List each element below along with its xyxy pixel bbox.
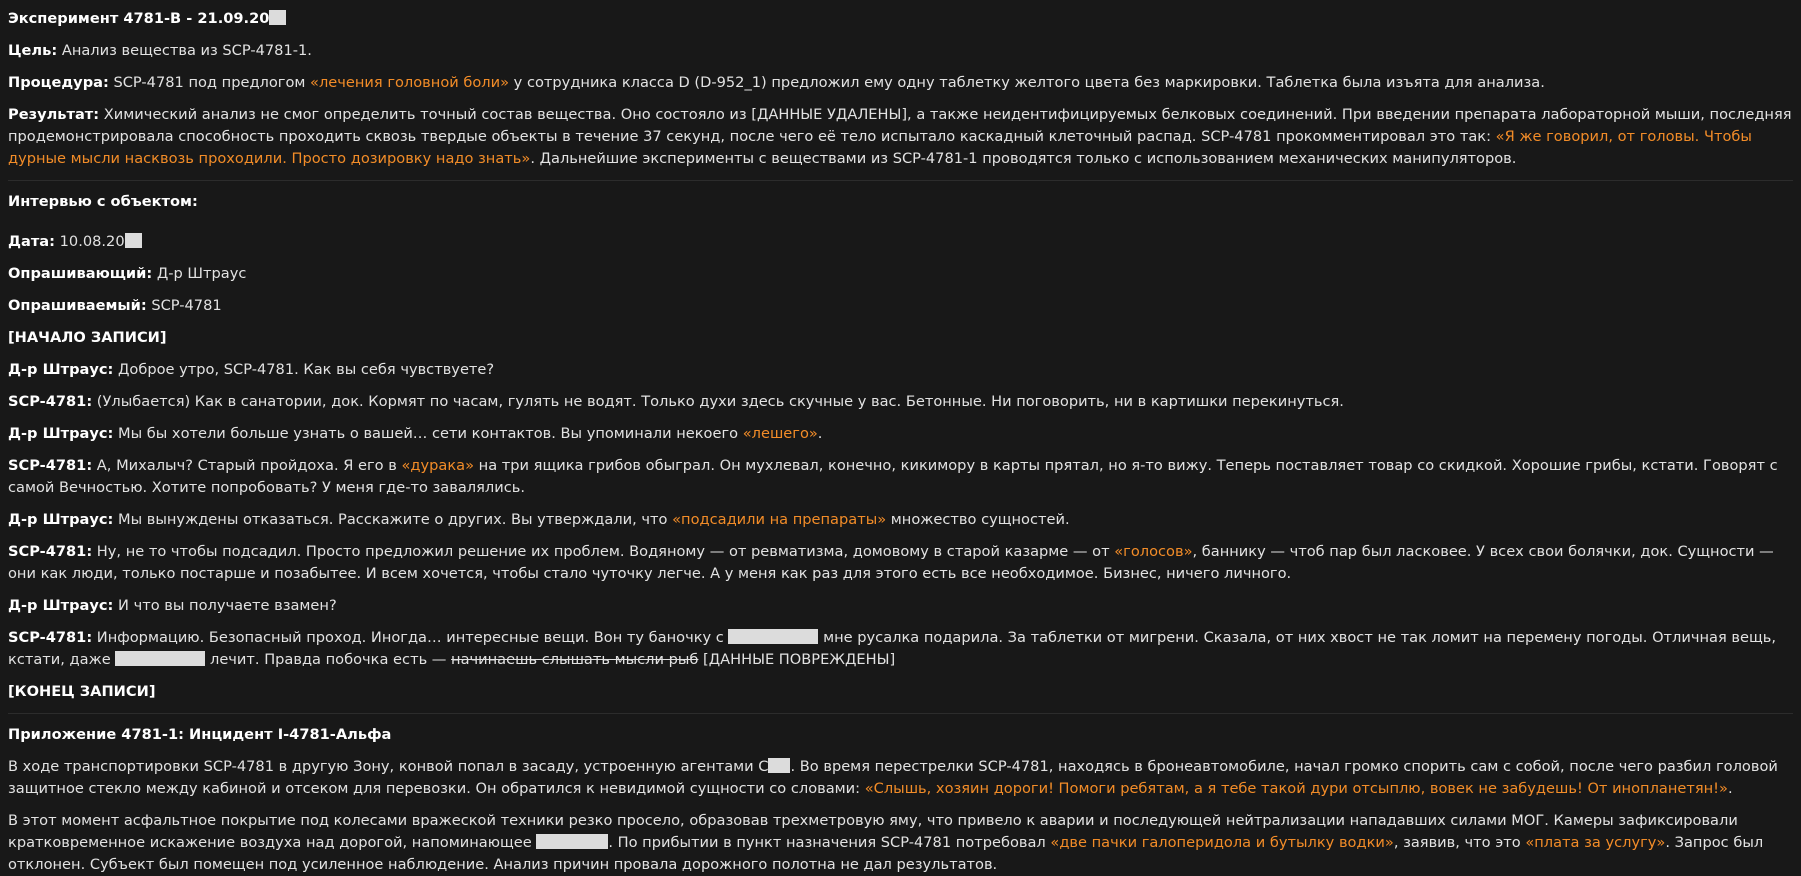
appendix-paragraph: В этот момент асфальтное покрытие под колесами вражеской техники резко просело, образовав трехметровую яму, что привело к аварии и последующей нейтрализации нападавших силами МОГ. Камеры зафиксировали кратковременное искажение воздуха над дорогой, напоминающее . По прибытии в пункт назначения SCP-4781 потребовал «две пачки галоперидола и бутылку водки», заявив, что это «плата за услугу». Запрос был отклонен. Субъект был помещен под усиленное наблюдение. Анализ причин провала дорожного полотна не дал результатов. [8, 812, 1764, 873]
redacted-block [728, 629, 818, 644]
redacted-block [269, 10, 286, 25]
result-paragraph: Результат: Химический анализ не смог определить точный состав вещества. Оно состояло из [ДАННЫЕ УДАЛЕНЫ], а также неидентифицируемых белковых соединений. При введении препарата лабораторной мыши, последняя продемонстрировала способность проходить сквозь твердые объекты в течение 37 секунд, после чего её тело испытало каскадный клеточный распад. SCP-4781 прокомментировал это так: «Я же говорил, от головы. Чтобы дурные мысли насквозь проходили. Просто дозировку надо знать». Дальнейшие эксперименты с веществами из SCP-4781-1 проводятся только с использованием механических манипуляторов. [8, 106, 1792, 167]
redacted-block [768, 758, 790, 773]
appendix-heading: Приложение 4781-1: Инцидент I-4781-Альфа [8, 726, 392, 743]
interview-date: Дата: 10.08.20 [8, 231, 1793, 253]
dialogue-line: Д-р Штраус: И что вы получаете взамен? [8, 597, 337, 614]
divider [8, 180, 1793, 181]
dialogue-line: SCP-4781: А, Михалыч? Старый пройдоха. Я его в «дурака» на три ящика грибов обыграл. Он мухлевал, конечно, кикимору в карты прятал, но я-то вижу. Теперь поставляет товар со скидкой. Хорошие грибы, кстати. Говорят с самой Вечностью. Хотите попробовать? У меня где-то завалялись. [8, 457, 1778, 496]
record-end: [КОНЕЦ ЗАПИСИ] [8, 683, 156, 700]
goal-line: Цель: Анализ вещества из SCP-4781-1. [8, 42, 312, 59]
interview-interviewer: Опрашивающий: Д-р Штраус [8, 265, 247, 282]
dialogue-line: SCP-4781: (Улыбается) Как в санатории, док. Кормят по часам, гулять не водят. Только духи здесь скучные у вас. Бетонные. Ни поговорить, ни в картишки перекинуться. [8, 393, 1344, 410]
divider [8, 713, 1793, 714]
redacted-block [115, 651, 205, 666]
interview-heading: Интервью с объектом: [8, 193, 198, 210]
appendix-paragraph: В ходе транспортировки SCP-4781 в другую Зону, конвой попал в засаду, устроенную агентами С . Во время перестрелки SCP-4781, находясь в бронеавтомобиле, начал громко спорить сам с собой, после чего разбил головой защитное стекло между кабиной и отсеком для перевозки. Он обратился к невидимой сущности со словами: «Слышь, хозяин дороги! Помоги ребятам, а я тебе такой дури отсыплю, вовек не забудешь! От инопланетян!». [8, 758, 1778, 797]
redacted-block [125, 233, 142, 248]
dialogue-line: Д-р Штраус: Доброе утро, SCP-4781. Как вы себя чувствуете? [8, 361, 495, 378]
redacted-block [536, 834, 608, 849]
record-start: [НАЧАЛО ЗАПИСИ] [8, 329, 167, 346]
procedure-line: Процедура: SCP-4781 под предлогом «лечения головной боли» у сотрудника класса D (D-952_1) предложил ему одну таблетку желтого цвета без маркировки. Таблетка была изъята для анализа. [8, 74, 1545, 91]
dialogue-line: Д-р Штраус: Мы вынуждены отказаться. Расскажите о других. Вы утверждали, что «подсадили на препараты» множество сущностей. [8, 511, 1070, 528]
dialogue-line: SCP-4781: Ну, не то чтобы подсадил. Просто предложил решение их проблем. Водяному — от ревматизма, домовому в старой казарме — от «голосов», баннику — чтоб пар был ласковее. У всех свои болячки, док. Сущности — они как люди, только постарше и позабытее. И всем хочется, чтобы стало чуточку легче. А у меня как раз для этого есть все необходимое. Бизнес, ничего личного. [8, 543, 1774, 582]
dialogue-line: Д-р Штраус: Мы бы хотели больше узнать о вашей… сети контактов. Вы упоминали некоего «лешего». [8, 425, 823, 442]
dialogue-line: SCP-4781: Информацию. Безопасный проход. Иногда… интересные вещи. Вон ту баночку с мне русалка подарила. За таблетки от мигрени. Сказала, от них хвост не так ломит на перемену погоды. Отличная вещь, кстати, даже лечит. Правда побочка есть — начинаешь слышать мысли рыб [ДАННЫЕ ПОВРЕЖДЕНЫ] [8, 629, 1776, 668]
interview-subject: Опрашиваемый: SCP-4781 [8, 297, 222, 314]
experiment-title: Эксперимент 4781-В - 21.09.20 [8, 8, 1793, 30]
